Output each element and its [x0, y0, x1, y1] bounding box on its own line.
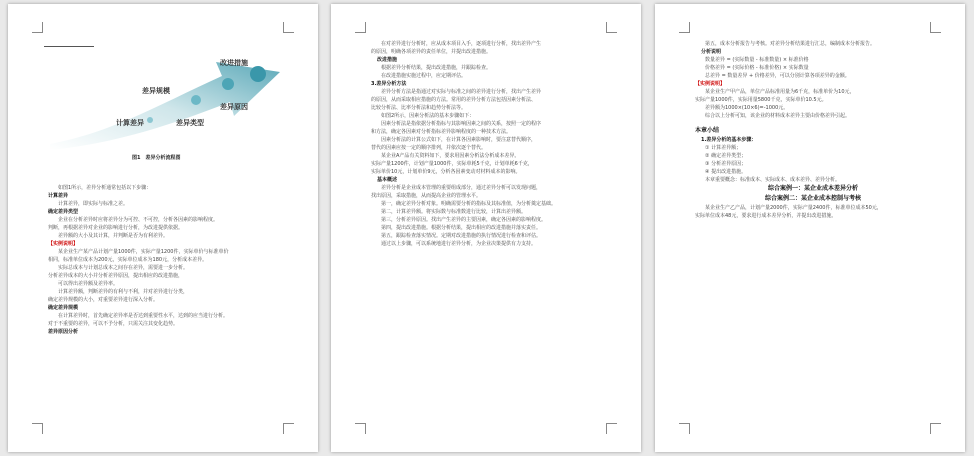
body-line: 实际单位成本48元，要求进行成本差异分析，并提出改进措施。: [695, 213, 837, 219]
body-line: 企业在分析差异时应将差异分为可控、不可控，分析各因素的影响程度。: [58, 217, 219, 223]
subheading: 基本概述: [377, 177, 398, 183]
body-line: 差异分析方法是指通过对实际与标准之间的差异进行分析，找出产生差异: [381, 89, 542, 95]
body-line: 某企业生产某产品计划产量1000件，实际产量1200件，实际单价与标准单价: [58, 249, 229, 255]
body-line: 对于不重要的差异，可以不予分析，只需关注其变化趋势。: [48, 321, 179, 327]
body-line: 第四，提出改进措施。根据分析结果，提出相应的改进措施并落实责任。: [381, 225, 542, 231]
list-item: ④ 提出改进措施。: [705, 169, 747, 175]
body-line: 第三，分析差异原因。找出产生差异的主要因素，确定各因素的影响程度。: [381, 217, 547, 223]
header-rule: [44, 46, 94, 47]
document-page-3: [655, 4, 965, 452]
crop-mark: [355, 22, 366, 33]
crop-mark: [930, 423, 941, 434]
formula-line: 价格差异 = (实际价格 - 标准价格) × 实际数量: [705, 65, 809, 71]
body-line: 判断，再根据差异对企业的影响进行分析，为改进提供依据。: [48, 225, 184, 231]
body-line: 第二，计算差异额。将实际数与标准数进行比较，计算出差异额。: [381, 209, 527, 215]
body-line: 实际总成本与计划总成本之间存在差异，需要进一步分析。: [58, 265, 189, 271]
body-line: 第一，确定差异分析对象。明确需要分析的指标及其标准值，为分析奠定基础。: [381, 201, 557, 207]
list-item: ② 确定差异类型；: [705, 153, 747, 159]
body-line: 找出原因，采取措施，从而提高企业的管理水平。: [371, 193, 482, 199]
diagram-label-improve: 改进措施: [220, 59, 248, 67]
body-line: 在计算差异时，首先确定差异率是否达到重要性水平，达到的应当进行分析。: [58, 313, 229, 319]
subheading: 改进措施: [377, 57, 398, 63]
body-line: 差异分析是企业成本管理的重要组成部分，通过差异分析可以发现问题，: [381, 185, 542, 191]
body-line: 通过以上步骤，可以系统地进行差异分析，为企业决策提供有力支持。: [381, 241, 537, 247]
example-heading: 【实例说明】: [695, 81, 726, 87]
body-line: 根据差异分析结果，提出改进措施，并跟踪检查。: [381, 65, 492, 71]
body-line: 差异额为1000×(10×6)=-1000元。: [705, 105, 789, 111]
body-line: 第五，跟踪检查落实情况。定期对改进措施的执行情况进行检查和评估。: [381, 233, 542, 239]
diagram-label-calc: 计算差异: [116, 119, 144, 127]
crop-mark: [930, 22, 941, 33]
process-diagram: [44, 32, 290, 152]
body-line: 在对差异进行分析时，应从成本项目入手，逐项进行分析，找出差异产生: [381, 41, 542, 47]
body-line: 本章重要概念：标准成本、实际成本、成本差异、差异分析。: [705, 177, 841, 183]
body-line: 某企业生产乙产品，计划产量2000件，实际产量2400件，标准单位成本50元，: [705, 205, 882, 211]
crop-mark: [679, 22, 690, 33]
body-line: 确定差异规模的大小，对重要差异进行深入分析。: [48, 297, 159, 303]
chapter-summary-title: 本章小结: [695, 127, 720, 134]
document-page-2: [331, 4, 641, 452]
body-line: 某企业生产甲产品，单位产品标准用量为6千克，标准单价为10元，: [705, 89, 855, 95]
section-heading: 3.差异分析方法: [371, 81, 407, 87]
list-item: ① 计算差异额；: [705, 145, 742, 151]
crop-mark: [606, 22, 617, 33]
diagram-dot: [250, 66, 266, 82]
page1-body: [48, 184, 284, 336]
body-line: 因素分析法的计算公式如下，在计算各因素影响时，要注意替代顺序，: [381, 137, 537, 143]
crop-mark: [283, 423, 294, 434]
list-item: ③ 分析差异原因；: [705, 161, 747, 167]
body-line: 在改进措施实施过程中，应定期评估。: [381, 73, 467, 79]
example-heading: 【实例说明】: [48, 241, 79, 247]
body-line: 第五，成本分析报告与考核。对差异分析结果进行汇总，编制成本分析报告。: [705, 41, 876, 47]
body-line: 计算差异额，判断差异的有利与不利，并对差异进行分类，: [58, 289, 189, 295]
crop-mark: [606, 423, 617, 434]
document-page-1: [8, 4, 318, 452]
crop-mark: [679, 423, 690, 434]
body-line: 分析差异成本的大小并分析差异原因，提出相应的改进措施，: [48, 273, 184, 279]
body-line: 因素分析法是指依据分析指标与其影响因素之间的关系，按照一定的程序: [381, 121, 542, 127]
body-line: 计算差异，即实际与标准之差。: [58, 201, 129, 207]
crop-mark: [32, 423, 43, 434]
body-line: 相同，标准单位成本为200元，实际单位成本为180元，分析成本差异。: [48, 257, 208, 263]
figure-caption: 图1 差异分析流程图: [132, 155, 181, 161]
body-line: 如图1所示，差异分析通常包括以下步骤：: [58, 185, 152, 191]
body-line: 可以得出差异额及差异率。: [58, 281, 119, 287]
body-line: 综合以上分析可知，该企业的材料成本差异主要由价格差异引起。: [705, 113, 851, 119]
body-line: 某企业A产品有关资料如下，要求用因素分析法分析成本差异。: [381, 153, 520, 159]
body-line: 总差异 = 数量差异 + 价格差异，可以分别计算各项差异的金额。: [705, 73, 850, 79]
diagram-label-type: 差异类型: [176, 119, 204, 127]
subheading: 1.差异分析的基本步骤：: [701, 137, 757, 143]
body-line: 比较分析法、比率分析法和趋势分析法等。: [371, 105, 467, 111]
diagram-label-scale: 差异规模: [142, 87, 170, 95]
body-line: 实际单价10元，计划单价9元，分析各因素变动对材料成本的影响。: [371, 169, 521, 175]
page3-body: [695, 40, 931, 220]
page2-body: [371, 40, 607, 248]
body-line: 的原因，从而采取相应措施的方法。常用的差异分析方法包括因素分析法、: [371, 97, 537, 103]
crop-mark: [355, 423, 366, 434]
body-line: 实际产量1000件，实际用量5800千克，实际单价10.5元。: [695, 97, 827, 103]
body-line: 替代的因素应按一定的顺序排列，并依次逐个替代。: [371, 145, 487, 151]
diagram-label-reason: 差异原因: [220, 103, 248, 111]
subheading: 确定差异类型: [48, 209, 79, 215]
body-line: 如图2所示，因素分析法的基本步骤如下：: [381, 113, 475, 119]
subheading: 确定差异规模: [48, 305, 79, 311]
diagram-dot: [147, 117, 153, 123]
diagram-dot: [222, 78, 234, 90]
body-line: 实际产量1200件，计划产量1000件，实际单耗5千克，计划单耗6千克，: [371, 161, 533, 167]
case-title: 综合案例二：某企业成本控制与考核: [764, 195, 861, 202]
crop-mark: [32, 22, 43, 33]
subheading: 计算差异: [48, 193, 69, 199]
formula-line: 数量差异 = (实际数量 - 标准数量) × 标准价格: [705, 57, 809, 63]
body-line: 差异额的大小及其计算，并判断是否为有利差异。: [58, 233, 169, 239]
subheading: 差异原因分析: [48, 329, 79, 335]
body-line: 的原因，明确各项差异的责任单位，并提出改进措施。: [371, 49, 492, 55]
subheading: 分析说明: [701, 49, 722, 55]
diagram-dot: [191, 95, 201, 105]
case-title: 综合案例一：某企业成本差异分析: [767, 185, 858, 192]
body-line: 和方法，确定各因素对分析指标差异影响程度的一种技术方法。: [371, 129, 512, 135]
